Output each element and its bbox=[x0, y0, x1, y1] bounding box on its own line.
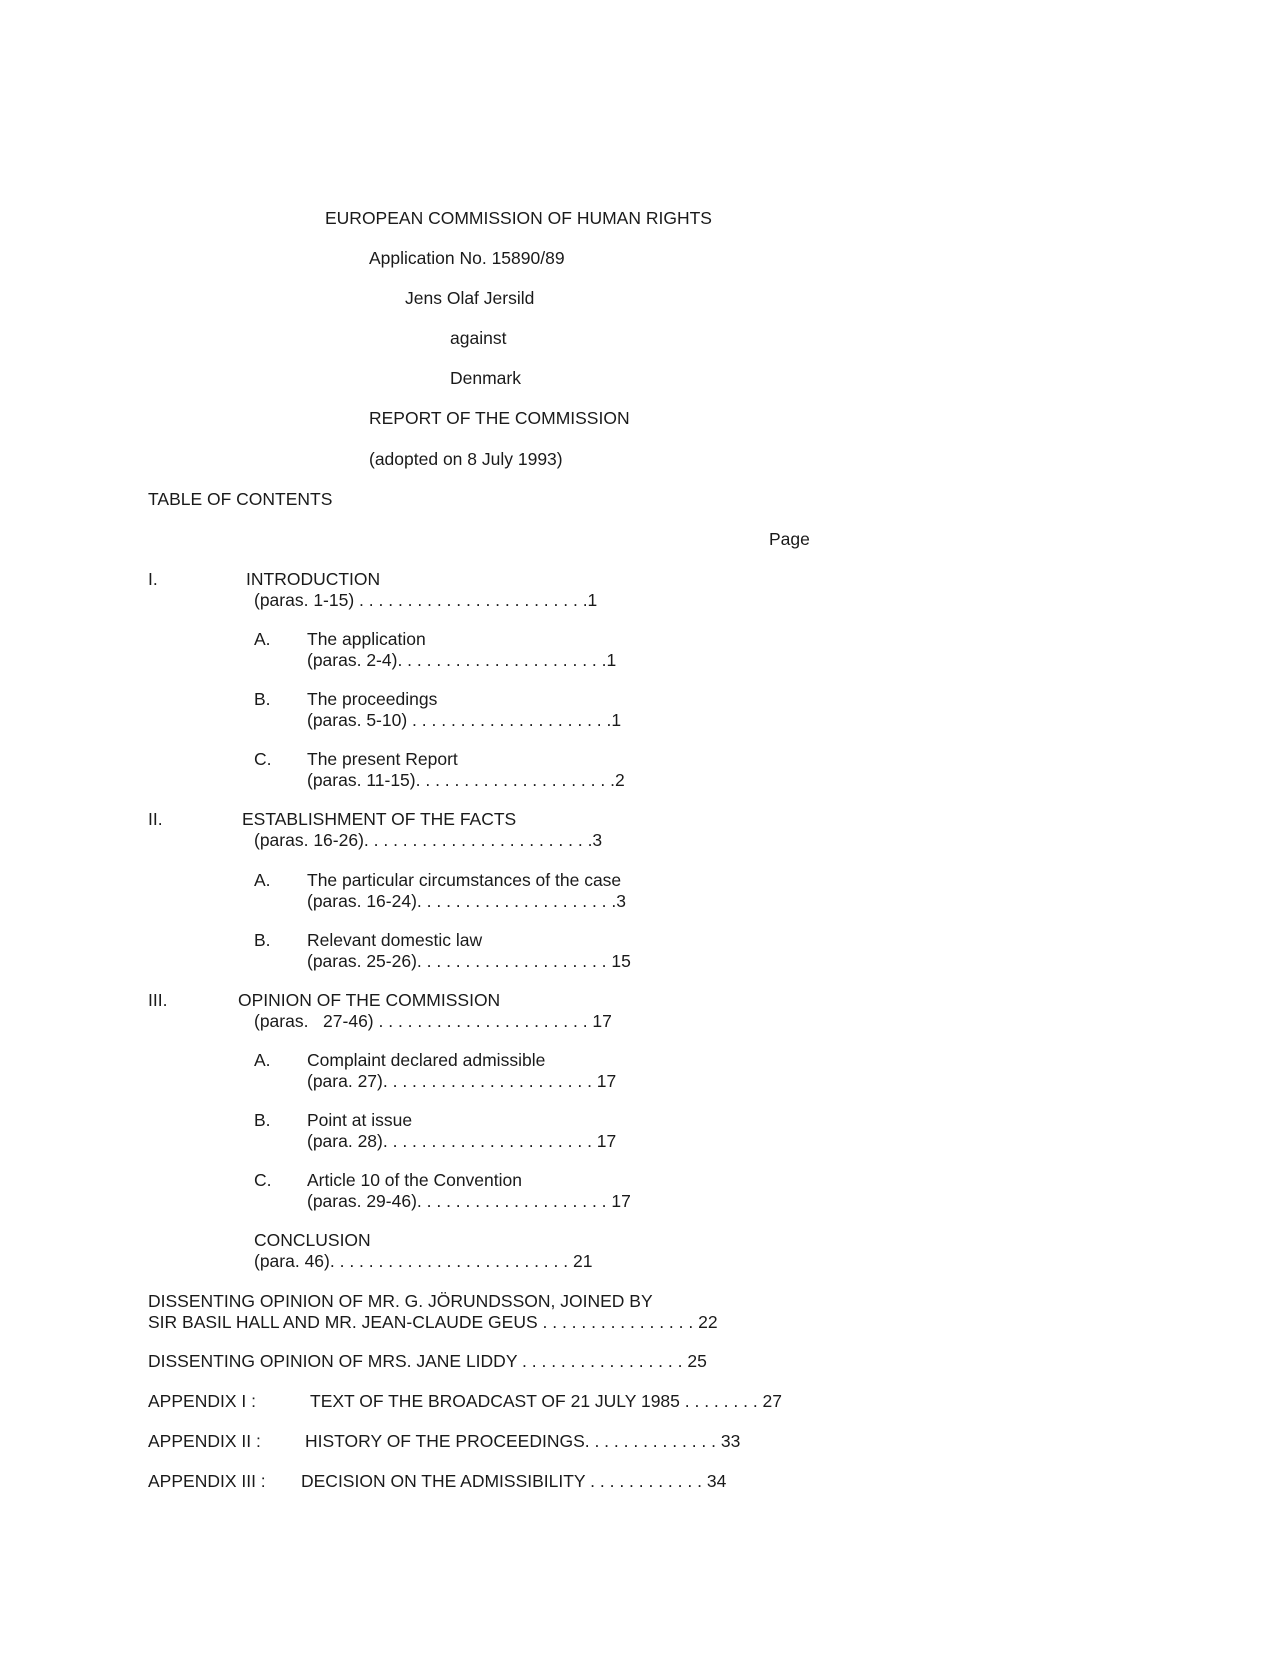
conclusion-page-line: (para. 46). . . . . . . . . . . . . . . . . . . . . . . . . 21 bbox=[254, 1251, 593, 1271]
adoption-date: (adopted on 8 July 1993) bbox=[369, 449, 563, 469]
applicant-name: Jens Olaf Jersild bbox=[405, 288, 535, 308]
section-number: III. bbox=[148, 990, 168, 1010]
subsection-title: The application bbox=[307, 629, 426, 649]
appendix-label: APPENDIX III : bbox=[148, 1471, 266, 1491]
subsection-title: The particular circumstances of the case bbox=[307, 870, 622, 890]
report-title: REPORT OF THE COMMISSION bbox=[369, 408, 630, 428]
subsection-title: The present Report bbox=[307, 749, 458, 769]
subsection-title: Complaint declared admissible bbox=[307, 1050, 546, 1070]
appendix-title: DECISION ON THE ADMISSIBILITY . . . . . . . . . . . . 34 bbox=[301, 1471, 727, 1491]
subsection-page-line: (paras. 11-15). . . . . . . . . . . . . . . . . . . . .2 bbox=[307, 770, 625, 790]
appendix-label: APPENDIX I : bbox=[148, 1391, 256, 1411]
subsection-letter: B. bbox=[254, 930, 271, 950]
subsection-letter: C. bbox=[254, 1170, 272, 1190]
subsection-page-line: (paras. 25-26). . . . . . . . . . . . . . . . . . . . 15 bbox=[307, 951, 631, 971]
subsection-page-line: (paras. 5-10) . . . . . . . . . . . . . . . . . . . . .1 bbox=[307, 710, 622, 730]
subsection-letter: A. bbox=[254, 629, 271, 649]
section-number: II. bbox=[148, 809, 163, 829]
toc-title: TABLE OF CONTENTS bbox=[148, 489, 333, 509]
subsection-title: Point at issue bbox=[307, 1110, 413, 1130]
subsection-page-line: (para. 27). . . . . . . . . . . . . . . . . . . . . . 17 bbox=[307, 1071, 617, 1091]
dissenting-opinion-page-line: SIR BASIL HALL AND MR. JEAN-CLAUDE GEUS . . . . . . . . . . . . . . . . 22 bbox=[148, 1312, 718, 1332]
subsection-letter: A. bbox=[254, 1050, 271, 1070]
subsection-title: The proceedings bbox=[307, 689, 438, 709]
section-page-line: (paras. 16-26). . . . . . . . . . . . . . . . . . . . . . . .3 bbox=[254, 830, 603, 850]
subsection-title: Relevant domestic law bbox=[307, 930, 483, 950]
section-title: OPINION OF THE COMMISSION bbox=[238, 990, 501, 1010]
appendix-title: HISTORY OF THE PROCEEDINGS. . . . . . . . . . . . . . 33 bbox=[305, 1431, 741, 1451]
section-page-line: (paras. 27-46) . . . . . . . . . . . . . . . . . . . . . . 17 bbox=[254, 1011, 612, 1031]
subsection-page-line: (paras. 16-24). . . . . . . . . . . . . . . . . . . . .3 bbox=[307, 891, 626, 911]
conclusion-title: CONCLUSION bbox=[254, 1230, 371, 1250]
section-title: ESTABLISHMENT OF THE FACTS bbox=[242, 809, 517, 829]
subsection-page-line: (paras. 29-46). . . . . . . . . . . . . . . . . . . . 17 bbox=[307, 1191, 631, 1211]
appendix-title: TEXT OF THE BROADCAST OF 21 JULY 1985 . . . . . . . . 27 bbox=[310, 1391, 783, 1411]
section-number: I. bbox=[148, 569, 158, 589]
subsection-page-line: (paras. 2-4). . . . . . . . . . . . . . . . . . . . . .1 bbox=[307, 650, 617, 670]
section-title: INTRODUCTION bbox=[246, 569, 381, 589]
respondent-state: Denmark bbox=[450, 368, 521, 388]
against-label: against bbox=[450, 328, 507, 348]
appendix-label: APPENDIX II : bbox=[148, 1431, 261, 1451]
subsection-title: Article 10 of the Convention bbox=[307, 1170, 522, 1190]
subsection-letter: A. bbox=[254, 870, 271, 890]
subsection-page-line: (para. 28). . . . . . . . . . . . . . . . . . . . . . 17 bbox=[307, 1131, 617, 1151]
section-page-line: (paras. 1-15) . . . . . . . . . . . . . . . . . . . . . . . .1 bbox=[254, 590, 598, 610]
subsection-letter: B. bbox=[254, 689, 271, 709]
commission-name: EUROPEAN COMMISSION OF HUMAN RIGHTS bbox=[325, 208, 712, 228]
application-number: Application No. 15890/89 bbox=[369, 248, 565, 268]
dissenting-opinion-page-line: DISSENTING OPINION OF MRS. JANE LIDDY . . . . . . . . . . . . . . . . . 25 bbox=[148, 1351, 707, 1371]
page-column-label: Page bbox=[769, 529, 810, 549]
subsection-letter: C. bbox=[254, 749, 272, 769]
subsection-letter: B. bbox=[254, 1110, 271, 1130]
dissenting-opinion-line: DISSENTING OPINION OF MR. G. JÖRUNDSSON, JOINED BY bbox=[148, 1291, 653, 1311]
